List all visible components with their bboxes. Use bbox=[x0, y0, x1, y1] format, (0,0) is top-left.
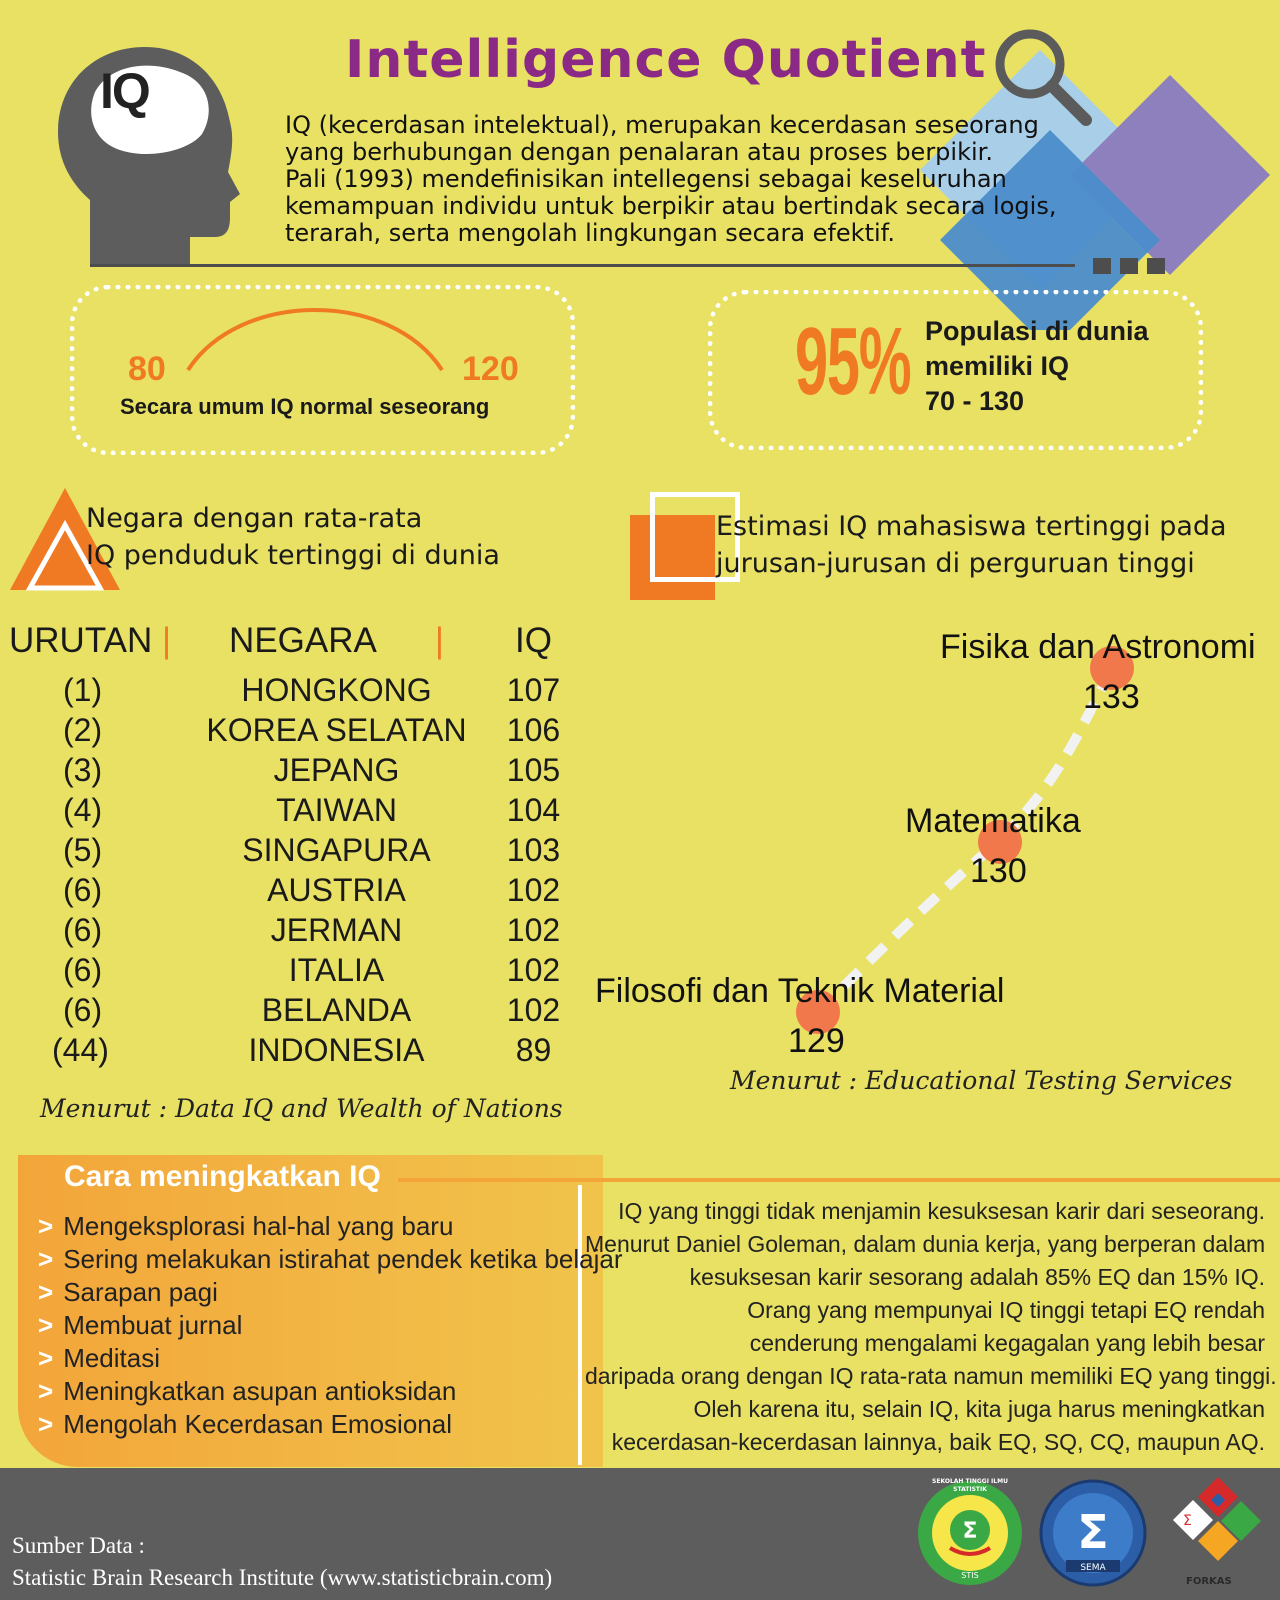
table-row: (1) HONGKONG 107 bbox=[63, 671, 561, 708]
col-header-iq: IQ bbox=[515, 621, 552, 660]
sema-logo bbox=[1038, 1478, 1148, 1588]
population-text bbox=[925, 314, 1149, 419]
footer-source-value: Statistic Brain Research Institute (www.statisticbrain.com) bbox=[12, 1565, 553, 1590]
list-item: > Sering melakukan istirahat pendek ketika belajar bbox=[38, 1244, 623, 1274]
table-header-row bbox=[8, 620, 572, 662]
countries-source: Menurut : Data IQ and Wealth of Nations bbox=[40, 1094, 563, 1123]
label-matematika: Matematika bbox=[905, 802, 1081, 840]
stis-logo-name: SEKOLAH TINGGI ILMU STATISTIK bbox=[932, 1478, 1008, 1493]
svg-text:STIS: STIS bbox=[961, 1571, 979, 1580]
label-fisika: Fisika dan Astronomi bbox=[940, 628, 1256, 666]
svg-text:Σ: Σ bbox=[962, 1519, 978, 1544]
table-row: (4) TAIWAN 104 bbox=[63, 791, 561, 828]
intro-line: yang berhubungan dengan penalaran atau proses berpikir. bbox=[285, 138, 993, 166]
table-row: (5) SINGAPURA 103 bbox=[63, 831, 561, 868]
majors-heading-line1: Estimasi IQ mahasiswa tertinggi pada bbox=[716, 511, 1227, 542]
col-header-country: NEGARA | bbox=[229, 621, 444, 660]
divider-dots bbox=[1093, 258, 1174, 278]
population-line1: Populasi di dunia bbox=[925, 316, 1149, 346]
list-item: > Meningkatkan asupan antioksidan bbox=[38, 1376, 457, 1406]
svg-text:SEMA: SEMA bbox=[1080, 1563, 1106, 1573]
countries-heading-line1: Negara dengan rata-rata bbox=[86, 503, 423, 534]
svg-text:Σ: Σ bbox=[1183, 1513, 1192, 1529]
population-percent: 95% bbox=[795, 308, 911, 415]
intro-paragraph bbox=[285, 112, 1115, 247]
countries-table bbox=[8, 620, 572, 1070]
normal-caption: Secara umum IQ normal seseorang bbox=[120, 394, 490, 419]
table-row: (44) INDONESIA 89 bbox=[52, 1031, 552, 1068]
eq-line: Menurut Daniel Goleman, dalam dunia kerja, yang berperan dalam bbox=[585, 1231, 1266, 1257]
list-item: > Membuat jurnal bbox=[38, 1310, 243, 1340]
value-matematika: 130 bbox=[970, 852, 1027, 890]
intro-line: terarah, serta mengolah lingkungan secara efektif. bbox=[285, 219, 895, 247]
col-header-rank: URUTAN | bbox=[9, 621, 172, 660]
intro-line: IQ (kecerdasan intelektual), merupakan kecerdasan seseorang bbox=[285, 111, 1039, 139]
list-item: > Sarapan pagi bbox=[38, 1277, 218, 1307]
eq-line: kecerdasan-kecerdasan lainnya, baik EQ, SQ, CQ, maupun AQ. bbox=[611, 1429, 1265, 1455]
footer-source-label: Sumber Data : bbox=[12, 1533, 145, 1558]
intro-line: kemampuan individu untuk berpikir atau bertindak secara logis, bbox=[285, 192, 1057, 220]
svg-text:Σ: Σ bbox=[1077, 1505, 1109, 1559]
stis-logo bbox=[915, 1478, 1025, 1588]
table-row: (3) JEPANG 105 bbox=[63, 751, 561, 788]
value-fisika: 133 bbox=[1083, 678, 1140, 716]
page-title: Intelligence Quotient bbox=[345, 30, 987, 90]
list-item: > Mengeksplorasi hal-hal yang baru bbox=[38, 1211, 454, 1241]
table-row: (6) AUSTRIA 102 bbox=[63, 871, 561, 908]
cara-title-line bbox=[398, 1178, 1280, 1182]
cara-title: Cara meningkatkan IQ bbox=[64, 1160, 381, 1193]
eq-line: cenderung mengalami kegagalan yang lebih besar bbox=[749, 1330, 1265, 1356]
eq-line: IQ yang tinggi tidak menjamin kesuksesan karir dari seseorang. bbox=[618, 1198, 1265, 1224]
eq-paragraph bbox=[585, 1195, 1277, 1459]
countries-heading bbox=[86, 500, 500, 574]
cara-list bbox=[38, 1210, 623, 1441]
table-row: (2) KOREA SELATAN 106 bbox=[63, 711, 561, 748]
label-filosofi: Filosofi dan Teknik Material bbox=[595, 972, 1005, 1010]
eq-line: Oleh karena itu, selain IQ, kita juga harus meningkatkan bbox=[693, 1396, 1265, 1422]
eq-line: Orang yang mempunyai IQ tinggi tetapi EQ rendah bbox=[747, 1297, 1265, 1323]
forkas-logo bbox=[1163, 1475, 1268, 1585]
population-line3: 70 - 130 bbox=[925, 386, 1025, 416]
population-line2: memiliki IQ bbox=[925, 351, 1070, 381]
majors-heading-line2: jurusan-jurusan di perguruan tinggi bbox=[716, 548, 1195, 579]
head-iq-logo-text: IQ bbox=[100, 63, 149, 119]
eq-line: daripada orang dengan IQ rata-rata namun memiliki EQ yang tinggi. bbox=[585, 1363, 1277, 1389]
header-divider bbox=[90, 264, 1075, 267]
list-item: > Meditasi bbox=[38, 1343, 161, 1373]
table-row: (6) JERMAN 102 bbox=[63, 911, 561, 948]
intro-line: Pali (1993) mendefinisikan intellegensi sebagai keseluruhan bbox=[285, 165, 1007, 193]
head-silhouette-icon bbox=[50, 42, 250, 267]
normal-range-arc bbox=[180, 300, 450, 380]
value-filosofi: 129 bbox=[788, 1022, 845, 1060]
table-row: (6) BELANDA 102 bbox=[63, 991, 561, 1028]
countries-heading-line2: IQ penduduk tertinggi di dunia bbox=[86, 540, 500, 571]
normal-high-value: 120 bbox=[462, 350, 519, 388]
normal-low-value: 80 bbox=[128, 350, 166, 388]
majors-source: Menurut : Educational Testing Services bbox=[730, 1066, 1233, 1095]
forkas-logo-text: FORKAS bbox=[1186, 1576, 1232, 1587]
footer-source bbox=[12, 1530, 552, 1594]
majors-heading bbox=[716, 508, 1227, 582]
table-row: (6) ITALIA 102 bbox=[63, 951, 561, 988]
list-item: > Mengolah Kecerdasan Emosional bbox=[38, 1409, 452, 1439]
eq-line: kesuksesan karir sesorang adalah 85% EQ dan 15% IQ. bbox=[689, 1264, 1265, 1290]
